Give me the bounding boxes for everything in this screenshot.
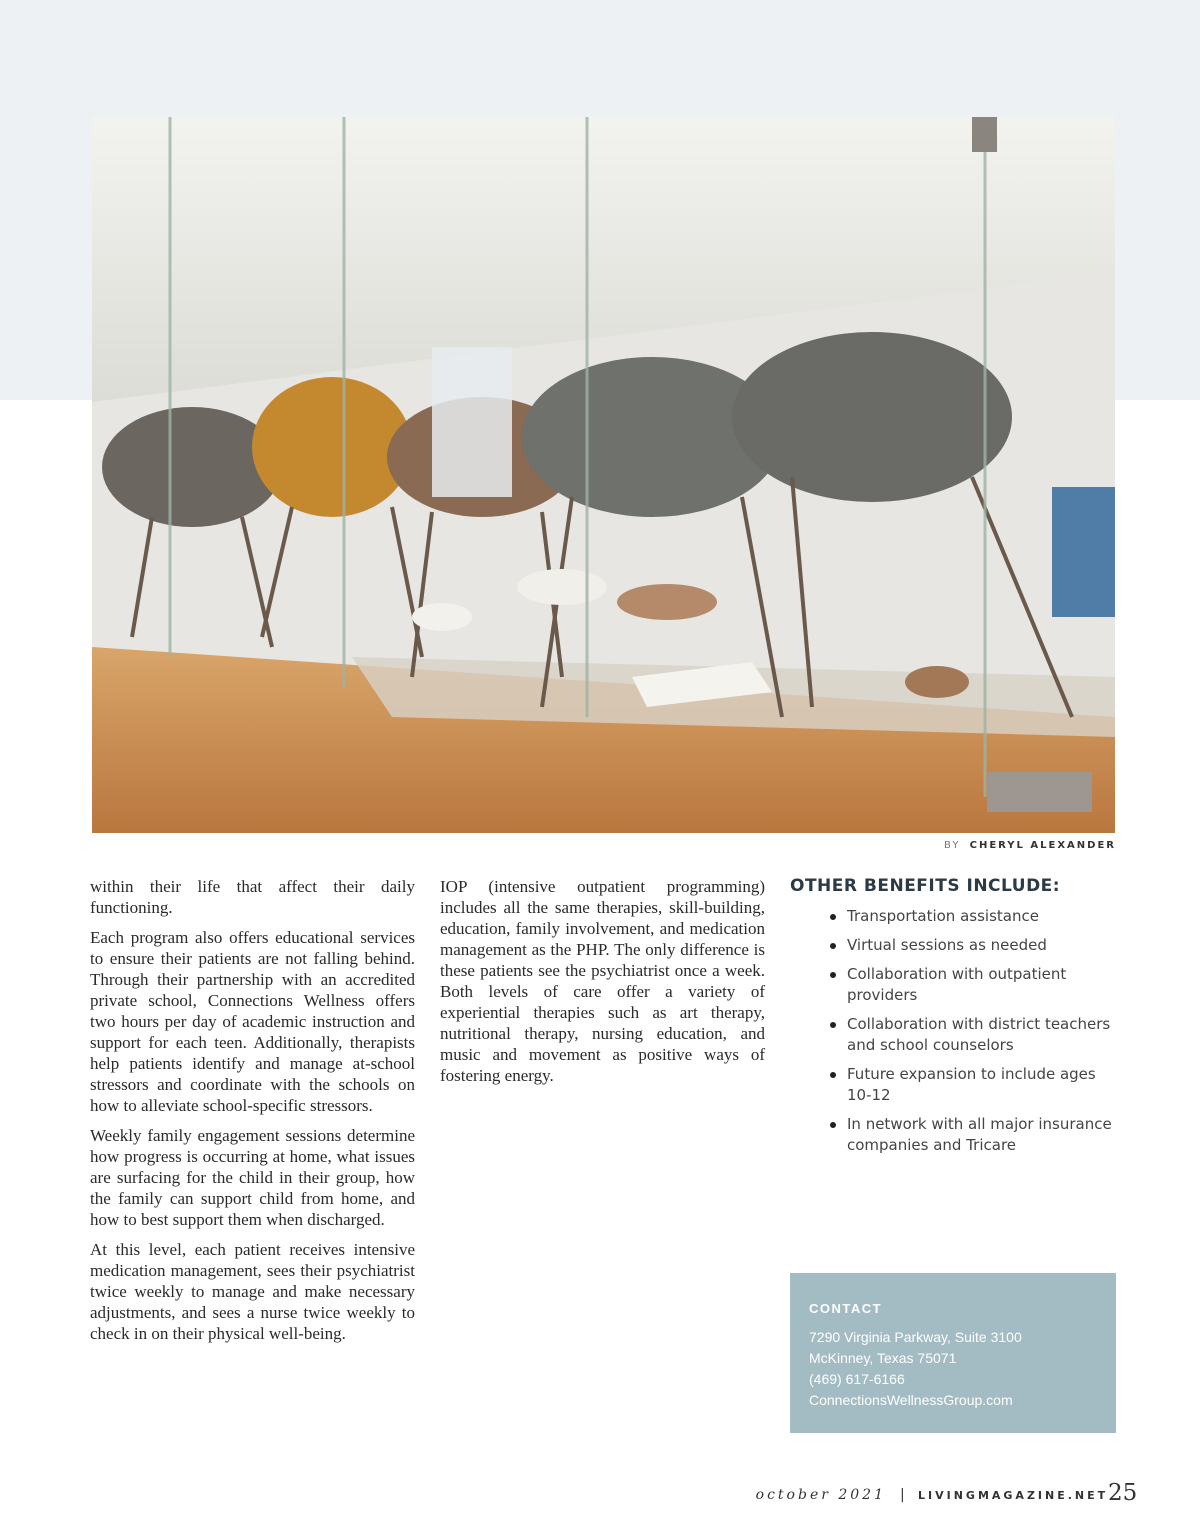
paragraph: Each program also offers educational services to ensure their patients are not falling behind. Through their partnership with an accredited private school, Connections Wellness offers two hours per day of academic instruction and support for each teen. Additionally, therapists help patients identify and manage at-school stressors and coordinate with the schools on how to alleviate school-specific stressors. bbox=[90, 928, 415, 1115]
benefit-text: Transportation assistance bbox=[847, 907, 1039, 925]
contact-address-line-1: 7290 Virginia Parkway, Suite 3100 bbox=[809, 1329, 1022, 1345]
bullet-icon bbox=[830, 914, 836, 920]
benefit-text: Future expansion to include ages 10-12 bbox=[847, 1065, 1096, 1104]
benefit-text: Virtual sessions as needed bbox=[847, 936, 1047, 954]
page-footer bbox=[0, 1480, 1200, 1510]
photo-byline bbox=[944, 840, 1116, 851]
contact-phone: (469) 617-6166 bbox=[809, 1371, 905, 1387]
issue-date: october 2021 bbox=[755, 1487, 886, 1503]
feature-photo bbox=[92, 117, 1115, 833]
benefit-text: Collaboration with district teachers and school counselors bbox=[847, 1015, 1111, 1054]
paragraph: At this level, each patient receives intensive medication management, sees their psychiatrist twice weekly to manage and make necessary adjustments, and sees a nurse twice weekly to check in on their physical well-being. bbox=[90, 1240, 415, 1343]
contact-box bbox=[790, 1273, 1116, 1433]
bullet-icon bbox=[830, 1022, 836, 1028]
list-item bbox=[790, 906, 1120, 927]
contact-website-link[interactable]: ConnectionsWellnessGroup.com bbox=[809, 1392, 1013, 1408]
bullet-icon bbox=[830, 943, 836, 949]
benefits-sidebar bbox=[790, 876, 1120, 1164]
bullet-icon bbox=[830, 972, 836, 978]
article-column-1 bbox=[90, 876, 415, 1353]
benefits-list bbox=[790, 906, 1120, 1156]
list-item bbox=[790, 1014, 1120, 1056]
byline-prefix: BY bbox=[944, 840, 961, 851]
benefit-text: Collaboration with outpatient providers bbox=[847, 965, 1067, 1004]
page-number: 25 bbox=[1108, 1480, 1138, 1506]
benefits-heading: OTHER BENEFITS INCLUDE: bbox=[790, 876, 1061, 896]
bullet-icon bbox=[830, 1122, 836, 1128]
contact-address-line-2: McKinney, Texas 75071 bbox=[809, 1350, 957, 1366]
article-column-2 bbox=[440, 876, 765, 1095]
list-item bbox=[790, 964, 1120, 1006]
paragraph: Weekly family engagement sessions determine how progress is occurring at home, what issues are surfacing for the child in their group, how the family can support child from home, and how to best support them when discharged. bbox=[90, 1126, 415, 1229]
paragraph: IOP (intensive outpatient programming) includes all the same therapies, skill-building, education, family involvement, and medication management as the PHP. The only difference is these patients see the psychiatrist once a week. Both levels of care offer a variety of experiential therapies such as art therapy, nutritional therapy, nursing education, and music and movement as positive ways of fostering energy. bbox=[440, 877, 765, 1085]
list-item bbox=[790, 1114, 1120, 1156]
footer-separator: | bbox=[900, 1487, 905, 1503]
list-item bbox=[790, 1064, 1120, 1106]
paragraph: within their life that affect their daily functioning. bbox=[90, 877, 415, 917]
bullet-icon bbox=[830, 1072, 836, 1078]
benefit-text: In network with all major insurance companies and Tricare bbox=[847, 1115, 1112, 1154]
list-item bbox=[790, 935, 1120, 956]
footer-site-link[interactable]: LIVINGMAGAZINE.NET bbox=[918, 1489, 1109, 1502]
byline-author: CHERYL ALEXANDER bbox=[969, 840, 1116, 851]
contact-heading: CONTACT bbox=[809, 1301, 883, 1316]
contact-details bbox=[809, 1327, 1022, 1411]
